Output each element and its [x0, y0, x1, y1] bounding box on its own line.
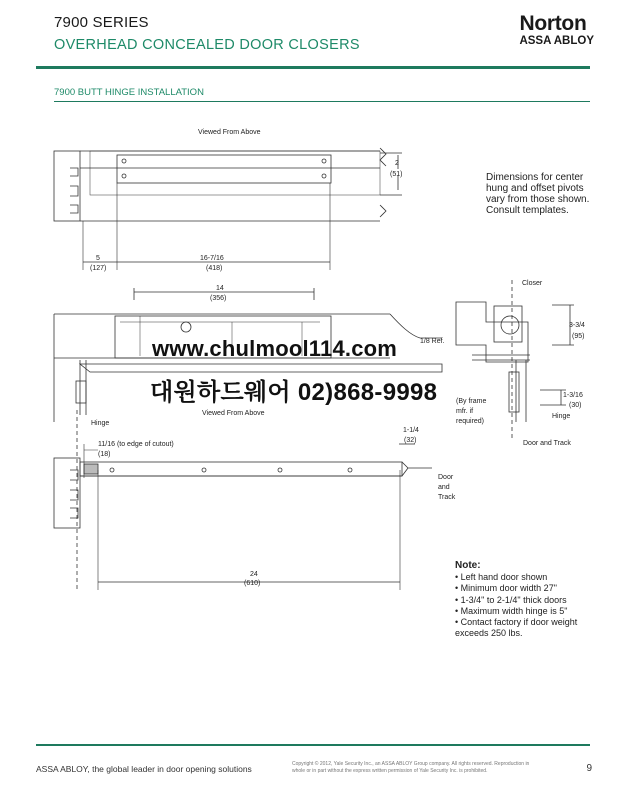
dim-610: (610)	[244, 580, 261, 587]
closer-outline-top	[90, 151, 380, 195]
door-bottom	[80, 462, 402, 476]
hinge-section	[509, 372, 519, 412]
watermark-url: www.chulmool114.com	[152, 336, 398, 361]
spindle-section	[501, 316, 519, 334]
break-lines-top	[380, 148, 386, 217]
screw-hole	[122, 174, 126, 178]
dim-24: 24	[250, 571, 258, 578]
spindle-mid	[181, 322, 191, 332]
section-title: 7900 BUTT HINGE INSTALLATION	[54, 87, 204, 98]
notes-list	[455, 572, 605, 640]
dim-418: (418)	[206, 265, 223, 272]
frame-jamb-bottom	[54, 458, 80, 528]
hinge-mid	[76, 381, 86, 403]
label-closer: Closer	[522, 280, 543, 287]
dim-1-1-4-label: 1-1/4	[403, 427, 419, 434]
footer-rule	[36, 744, 590, 746]
page-number: 9	[586, 763, 592, 774]
screw-hole	[322, 174, 326, 178]
label-hinge-left: Hinge	[91, 420, 110, 427]
label-viewed-above-top: Viewed From Above	[198, 129, 261, 136]
dim-1-3-16-label: 1-3/16	[563, 392, 583, 399]
brand-parent: ASSA ABLOY	[519, 35, 594, 47]
extension-lines-bottom	[98, 470, 400, 590]
section-body	[456, 302, 528, 362]
dim-16-7-16: 16-7/16	[200, 255, 224, 262]
dim-32: (32)	[404, 437, 417, 444]
document-subtitle: OVERHEAD CONCEALED DOOR CLOSERS	[54, 37, 360, 53]
screw-hole	[122, 159, 126, 163]
label-frame-note-3: required)	[456, 418, 485, 425]
dim-1-8-ref: 1/8 Ref.	[420, 338, 445, 345]
screw-hole	[322, 159, 326, 163]
dim-5: 5	[96, 255, 100, 262]
frame-curve-mid	[390, 314, 442, 338]
label-door: Door	[438, 474, 454, 481]
label-frame-note-2: mfr. if	[456, 408, 474, 415]
dim-30: (30)	[569, 402, 582, 409]
dim-127: (127)	[90, 265, 107, 272]
closer-section	[494, 306, 522, 342]
series-title: 7900 SERIES	[54, 14, 149, 31]
label-door-and-track: Door and Track	[523, 440, 571, 447]
door-track-bottom	[80, 462, 432, 476]
label-viewed-above-bottom: Viewed From Above	[202, 410, 265, 417]
cutout-bottom	[84, 464, 98, 474]
brand-name: Norton	[519, 12, 587, 35]
side-note: Dimensions for center hung and offset pivots vary from those shown. Consult templates.	[486, 172, 590, 216]
dim-356: (356)	[210, 295, 227, 302]
hinge-knuckles-top	[70, 168, 78, 213]
door-section	[516, 360, 526, 422]
label-and: and	[438, 484, 450, 491]
dim-2: 2	[395, 160, 399, 167]
footer-tagline: ASSA ABLOY, the global leader in door opening solutions	[36, 764, 252, 774]
dim-18: (18)	[98, 451, 111, 458]
note-item: • Contact factory if door weight exceeds 250 lbs.	[455, 617, 605, 640]
note-item: • 1-3/4" to 2-1/4" thick doors	[455, 595, 605, 606]
dim-3-3-4-label: 3-3/4	[569, 322, 585, 329]
track-section	[472, 355, 530, 360]
dim-51: (51)	[390, 171, 403, 178]
dim-14: 14	[216, 285, 224, 292]
notes-title: Note:	[455, 560, 481, 571]
label-track: Track	[438, 494, 456, 501]
dim-95: (95)	[572, 333, 585, 340]
note-item: • Left hand door shown	[455, 572, 605, 583]
label-frame-note-1: (By frame	[456, 398, 487, 405]
closer-body-top	[117, 155, 331, 183]
dim-11-16-label: 11/16 (to edge of cutout)	[98, 441, 174, 448]
footer-copyright: Copyright © 2012, Yale Security Inc., an ASSA ABLOY Group company. All rights reserved. Reproduction in whole or in part without the express written permission of Yale Security Inc. is prohibited.	[292, 761, 530, 774]
note-item: • Minimum door width 27"	[455, 583, 605, 594]
watermark-phone: 대원하드웨어 02)868-9998	[150, 379, 438, 406]
label-hinge-right: Hinge	[552, 413, 571, 420]
frame-header-top	[80, 151, 380, 221]
note-item: • Maximum width hinge is 5"	[455, 606, 605, 617]
track-mid	[80, 364, 442, 372]
